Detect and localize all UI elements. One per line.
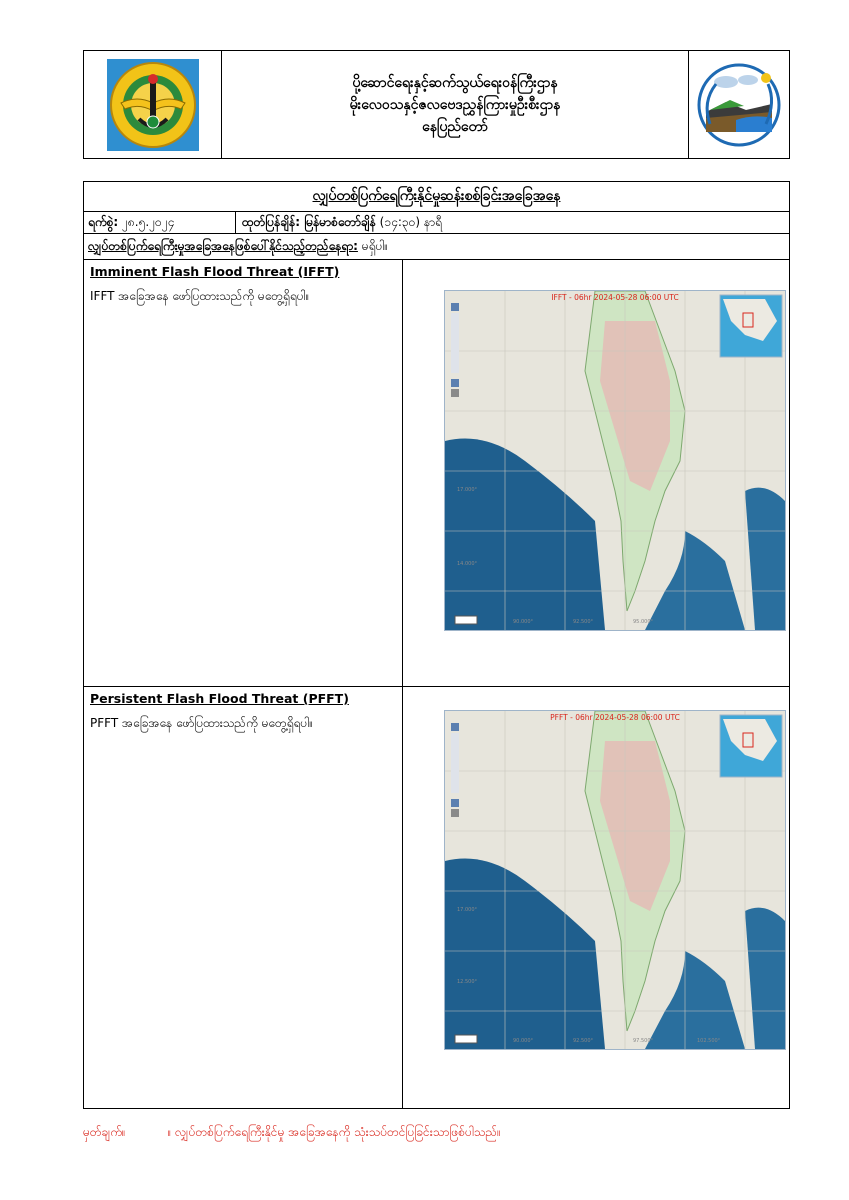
- footer-note: [83, 1124, 501, 1142]
- ifft-lat-label-2: 14.000°: [457, 561, 477, 567]
- ifft-lat-label-1: 17.000°: [457, 487, 477, 493]
- pfft-heading: Persistent Flash Flood Threat (PFFT): [90, 691, 349, 706]
- ifft-heading: Imminent Flash Flood Threat (IFFT): [90, 264, 340, 279]
- header-line-2: မိုးလေဝသနှင့်ဇလဗေဒညွှန်ကြားမှုဦးစီးဌာန: [349, 96, 561, 113]
- ifft-lon-label-2: 92.500°: [573, 619, 593, 625]
- pfft-map: [444, 710, 786, 1050]
- table-title: လျှပ်တစ်ပြက်ရေကြီးနိုင်မှုဆန်းစစ်ခြင်းအခြေအနေ: [84, 182, 789, 212]
- areas-label: လျှပ်တစ်ပြက်ရေကြီးမှုအခြေအနေဖြစ်ပေါ်နိုင်သည့်တည်နေရာ:: [88, 238, 358, 253]
- hydrology-logo-cell: [688, 51, 789, 158]
- ifft-map-image: [445, 291, 785, 630]
- issue-label: ထုတ်ပြန်ချိန်: မြန်မာစံတော်ချိန်: [242, 214, 376, 229]
- pfft-text-cell: [84, 687, 403, 1108]
- ifft-lon-label-3: 95.000°: [633, 619, 653, 625]
- header-line-1: ပို့ဆောင်ရေးနှင့်ဆက်သွယ်ရေးဝန်ကြီးဌာန: [352, 74, 558, 91]
- pfft-lon-label-5: 102.500°: [697, 1038, 721, 1044]
- pfft-lon-label-1: 90.000°: [513, 1038, 533, 1044]
- pfft-lon-label-4: 97.500°: [633, 1038, 653, 1044]
- areas-row: [84, 234, 789, 260]
- header-line-3: နေပြည်တော်: [422, 118, 488, 135]
- hydrology-logo: [696, 62, 782, 148]
- issue-value: (၁၄:၃၀) နာရီ: [379, 214, 442, 229]
- ifft-text-cell: [84, 260, 403, 686]
- ministry-logo: [107, 59, 199, 151]
- pfft-map-title: PFFT - 06hr 2024-05-28 06:00 UTC: [550, 713, 680, 722]
- ifft-lon-label-1: 90.000°: [513, 619, 533, 625]
- note-text: ။ လျှပ်တစ်ပြက်ရေကြီးနိုင်မှု အခြေအနေကို သုံးသပ်တင်ပြခြင်းသာဖြစ်ပါသည်။: [167, 1125, 501, 1139]
- date-cell: [84, 212, 236, 233]
- date-row: [84, 212, 789, 234]
- pfft-section: [84, 687, 789, 1108]
- ministry-logo-cell: [84, 51, 222, 158]
- pfft-lat-label-3: 12.500°: [457, 979, 477, 985]
- assessment-table: [83, 181, 790, 1109]
- issue-time-cell: [236, 212, 789, 233]
- pfft-lat-label-1: 17.000°: [457, 907, 477, 913]
- pfft-lon-label-2: 92.500°: [573, 1038, 593, 1044]
- note-label: မှတ်ချက်။: [83, 1125, 126, 1139]
- document-header: [83, 50, 790, 159]
- ifft-section: [84, 260, 789, 687]
- ifft-description: IFFT အခြေအနေ ဖော်ပြထားသည်ကို မတွေ့ရှိရပါ။: [90, 289, 310, 303]
- ifft-map: [444, 290, 786, 631]
- date-value: ၂၈.၅.၂၀၂၄: [122, 214, 175, 229]
- pfft-map-image: [445, 711, 785, 1049]
- ifft-map-title: IFFT - 06hr 2024-05-28 06:00 UTC: [551, 293, 679, 302]
- date-label: ရက်စွဲ:: [88, 214, 119, 229]
- pfft-description: PFFT အခြေအနေ ဖော်ပြထားသည်ကို မတွေ့ရှိရပါ။: [90, 716, 313, 730]
- areas-value: မရှိပါ။: [361, 238, 389, 253]
- header-title: [222, 51, 688, 158]
